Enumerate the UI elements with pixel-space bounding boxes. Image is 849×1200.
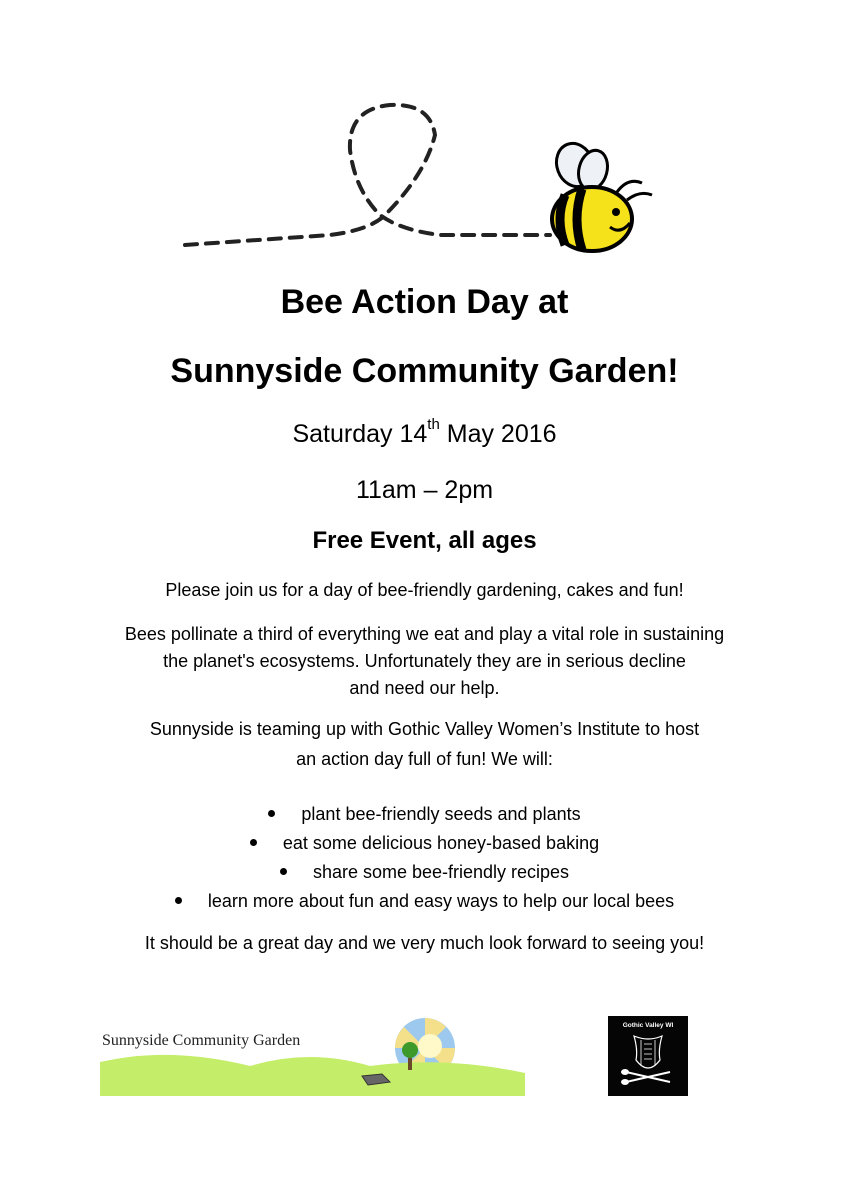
- partner-paragraph-line: an action day full of fun! We will:: [296, 749, 553, 769]
- bullet-icon: [268, 810, 275, 817]
- corset-icon: [608, 1016, 688, 1096]
- closing-text: It should be a great day and we very much look forward to seeing you!: [144, 933, 705, 953]
- activities-list: [0, 800, 849, 916]
- event-title-line-1: Bee Action Day at: [280, 283, 569, 321]
- sunnyside-logo: [100, 1018, 525, 1098]
- bullet-icon: [175, 897, 182, 904]
- bee-illustration: [180, 95, 660, 265]
- free-event-label: Free Event, all ages: [312, 527, 537, 554]
- event-title-line-2: Sunnyside Community Garden!: [170, 352, 679, 390]
- gothic-valley-wi-logo: [608, 1016, 688, 1096]
- event-date: [0, 415, 849, 449]
- partner-paragraph: [0, 716, 849, 773]
- activity-text: learn more about fun and easy ways to help our local bees: [207, 891, 675, 911]
- grass-hills: [100, 1055, 525, 1096]
- bees-paragraph-line: and need our help.: [349, 678, 500, 698]
- intro-text: Please join us for a day of bee-friendly gardening, cakes and fun!: [165, 580, 684, 600]
- list-item: [0, 829, 849, 858]
- bees-paragraph-line: Bees pollinate a third of everything we eat and play a vital role in sustaining: [124, 624, 725, 644]
- bullet-icon: [250, 839, 257, 846]
- activity-text: plant bee-friendly seeds and plants: [301, 804, 581, 824]
- flight-path: [185, 105, 550, 245]
- activity-text: eat some delicious honey-based baking: [282, 833, 600, 853]
- bees-paragraph: [0, 621, 849, 702]
- bullet-icon: [280, 868, 287, 875]
- wi-logo-text: Gothic Valley WI: [622, 1022, 674, 1029]
- date-day: Saturday 14: [292, 420, 428, 448]
- list-item: [0, 887, 849, 916]
- activity-text: share some bee-friendly recipes: [312, 862, 570, 882]
- bees-paragraph-line: the planet's ecosystems. Unfortunately they are in serious decline: [163, 651, 686, 671]
- event-time: 11am – 2pm: [355, 476, 494, 504]
- sunnyside-logo-text: Sunnyside Community Garden: [102, 1032, 301, 1049]
- date-month-year: May 2016: [439, 420, 557, 448]
- partner-paragraph-line: Sunnyside is teaming up with Gothic Valley Women’s Institute to host: [149, 719, 700, 739]
- list-item: [0, 858, 849, 887]
- list-item: [0, 800, 849, 829]
- bee-icon: [551, 138, 652, 251]
- date-suffix: th: [427, 415, 440, 433]
